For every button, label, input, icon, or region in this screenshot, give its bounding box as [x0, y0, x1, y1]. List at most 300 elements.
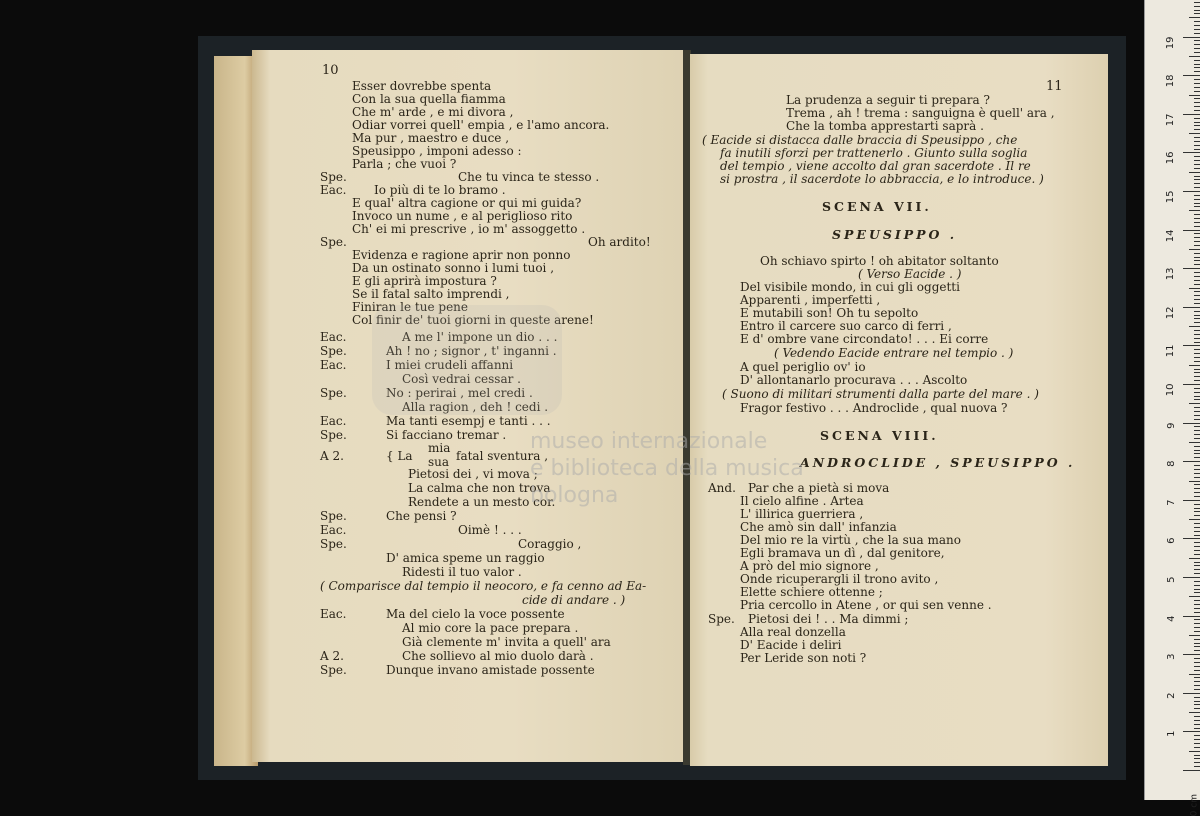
text-line: Spe.	[708, 612, 735, 626]
text-line: Apparenti , imperfetti ,	[740, 293, 881, 307]
ruler-tick	[1194, 666, 1200, 667]
ruler-tick	[1194, 646, 1200, 647]
ruler-unit-label: 0 cm	[1189, 794, 1199, 816]
text-line: si prostra , il sacerdote lo abbraccia, e lo introduce. )	[720, 172, 1044, 186]
text-line: { La	[386, 449, 413, 463]
ruler-tick	[1194, 67, 1200, 68]
text-line: ( Suono di militari strumenti dalla parte del mare . )	[722, 387, 1039, 401]
ruler-tick	[1194, 122, 1200, 123]
text-line: Alla ragion , deh ! cedi .	[402, 400, 549, 414]
text-line: ANDROCLIDE , SPEUSIPPO .	[800, 455, 1076, 470]
ruler-tick	[1194, 137, 1200, 138]
ruler-tick	[1194, 214, 1200, 215]
ruler-number: 12	[1165, 306, 1177, 320]
text-line: Esser dovrebbe spenta	[352, 79, 492, 93]
ruler-tick	[1194, 492, 1200, 493]
ruler-tick	[1183, 114, 1200, 115]
text-line: Già clemente m' invita a quell' ara	[402, 635, 611, 649]
text-line: Trema , ah ! trema : sanguigna è quell' ara ,	[786, 106, 1055, 120]
ruler-tick	[1194, 199, 1200, 200]
ruler-tick	[1189, 249, 1200, 250]
ruler-tick	[1189, 481, 1200, 482]
text-line: A 2.	[320, 649, 344, 663]
ruler-tick	[1194, 311, 1200, 312]
ruler-tick	[1194, 29, 1200, 30]
text-line: Pria cercollo in Atene , or qui sen venne .	[740, 598, 992, 612]
ruler-tick	[1194, 469, 1200, 470]
text-line: Eac.	[320, 330, 347, 344]
text-line: SPEUSIPPO .	[832, 227, 958, 242]
ruler-tick	[1189, 210, 1200, 211]
ruler-tick	[1189, 712, 1200, 713]
ruler-tick	[1194, 299, 1200, 300]
ruler-number: 11	[1165, 344, 1177, 358]
text-line: mia	[428, 441, 451, 455]
text-line: A quel periglio ov' io	[740, 360, 866, 374]
ruler-tick	[1189, 519, 1200, 520]
ruler-tick	[1194, 357, 1200, 358]
ruler-tick	[1183, 268, 1200, 269]
ruler-tick	[1194, 87, 1200, 88]
ruler-tick	[1183, 770, 1200, 771]
ruler-tick	[1194, 612, 1200, 613]
ruler-tick	[1194, 677, 1200, 678]
ruler-tick	[1189, 288, 1200, 289]
text-line: Spe.	[320, 537, 347, 551]
text-line: A 2.	[320, 449, 344, 463]
ruler-tick	[1194, 176, 1200, 177]
text-line: Entro il carcere suo carco di ferri ,	[740, 319, 952, 333]
text-line: Che tu vinca te stesso .	[458, 170, 600, 184]
text-line: Rendete a un mesto cor.	[408, 495, 556, 509]
text-line: Elette schiere ottenne ;	[740, 585, 883, 599]
ruler-tick	[1194, 60, 1200, 61]
text-line: del tempio , viene accolto dal gran sacerdote . Il re	[720, 159, 1031, 173]
ruler-tick	[1194, 758, 1200, 759]
ruler-tick	[1194, 716, 1200, 717]
ruler-tick	[1194, 477, 1200, 478]
text-line: D' amica speme un raggio	[386, 551, 545, 565]
ruler-tick	[1194, 662, 1200, 663]
ruler-tick	[1183, 577, 1200, 578]
text-line: Oh ardito!	[588, 235, 651, 249]
text-line: D' Eacide i deliri	[740, 638, 842, 652]
text-line: Eac.	[320, 183, 347, 197]
ruler-tick	[1183, 75, 1200, 76]
ruler-tick	[1183, 616, 1200, 617]
ruler-tick	[1194, 697, 1200, 698]
text-line: Odiar vorrei quell' empia , e l'amo ancora.	[352, 118, 610, 132]
text-line: Spe.	[320, 170, 347, 184]
text-line: Egli bramava un dì , dal genitore,	[740, 546, 945, 560]
page-number: 10	[322, 63, 339, 78]
ruler-tick	[1194, 643, 1200, 644]
watermark-line: museo internazionale	[530, 429, 768, 454]
ruler-tick	[1194, 156, 1200, 157]
ruler-tick	[1194, 608, 1200, 609]
text-line: cide di andare . )	[522, 593, 626, 607]
ruler-tick	[1194, 322, 1200, 323]
ruler-tick	[1189, 172, 1200, 173]
text-line: ( Verso Eacide . )	[858, 267, 962, 281]
text-line: Ma pur , maestro e duce ,	[352, 131, 510, 145]
ruler-tick	[1194, 527, 1200, 528]
text-line: A me l' impone un dio . . .	[402, 330, 558, 344]
ruler-tick	[1194, 25, 1200, 26]
ruler-tick	[1183, 693, 1200, 694]
ruler-tick	[1194, 508, 1200, 509]
text-line: I miei crudeli affanni	[386, 358, 514, 372]
ruler-tick	[1194, 639, 1200, 640]
ruler-tick	[1194, 226, 1200, 227]
ruler-tick	[1194, 222, 1200, 223]
text-line: ( Eacide si distacca dalle braccia di Speusippo , che	[702, 133, 1018, 147]
ruler-tick	[1194, 272, 1200, 273]
ruler-tick	[1194, 264, 1200, 265]
ruler-tick	[1194, 118, 1200, 119]
ruler-tick	[1194, 241, 1200, 242]
ruler-tick	[1194, 98, 1200, 99]
ruler-tick	[1194, 33, 1200, 34]
ruler-tick	[1194, 762, 1200, 763]
ruler-tick	[1194, 446, 1200, 447]
ruler-tick	[1194, 160, 1200, 161]
ruler-tick	[1194, 569, 1200, 570]
ruler-tick	[1194, 125, 1200, 126]
text-line: Ma del cielo la voce possente	[386, 607, 565, 621]
ruler-tick	[1189, 326, 1200, 327]
ruler-tick	[1194, 434, 1200, 435]
ruler-tick	[1189, 751, 1200, 752]
ruler-tick	[1194, 755, 1200, 756]
ruler-number: 15	[1165, 190, 1177, 204]
ruler-number: 9	[1165, 422, 1177, 429]
ruler-number: 17	[1165, 113, 1177, 127]
ruler-tick	[1194, 504, 1200, 505]
ruler-tick	[1189, 17, 1200, 18]
ruler-tick	[1183, 654, 1200, 655]
ruler-tick	[1194, 411, 1200, 412]
ruler-tick	[1194, 670, 1200, 671]
ruler-tick	[1194, 735, 1200, 736]
ruler-tick	[1194, 295, 1200, 296]
ruler-tick	[1194, 91, 1200, 92]
ruler-tick	[1194, 681, 1200, 682]
ruler-tick	[1183, 345, 1200, 346]
ruler-number: 5	[1165, 576, 1177, 583]
text-line: Alla real donzella	[740, 625, 846, 639]
ruler-tick	[1194, 233, 1200, 234]
text-line: ( Comparisce dal tempio il neocoro, e fa cenno ad Ea-	[320, 579, 647, 593]
ruler-number: 14	[1165, 229, 1177, 242]
ruler-tick	[1194, 496, 1200, 497]
ruler-tick	[1194, 511, 1200, 512]
text-line: E qual' altra cagione or qui mi guida?	[352, 196, 582, 210]
ruler-tick	[1189, 56, 1200, 57]
ruler-tick	[1194, 388, 1200, 389]
ruler-tick	[1194, 21, 1200, 22]
ruler-tick	[1194, 438, 1200, 439]
ruler-tick	[1194, 573, 1200, 574]
text-line: Col finir de' tuoi giorni in queste arene!	[352, 313, 594, 327]
ruler-tick	[1194, 704, 1200, 705]
text-line: La calma che non trova	[408, 481, 551, 495]
measurement-ruler	[1144, 0, 1200, 816]
text-line: No : perirai , mel credi .	[386, 386, 533, 400]
ruler-tick	[1194, 589, 1200, 590]
text-line: Oimè ! . . .	[458, 523, 522, 537]
ruler-tick	[1194, 426, 1200, 427]
ruler-tick	[1194, 318, 1200, 319]
text-line: E gli aprirà impostura ?	[352, 274, 497, 288]
ruler-tick	[1194, 353, 1200, 354]
page-number: 11	[1046, 79, 1063, 94]
ruler-tick	[1194, 619, 1200, 620]
ruler-tick	[1194, 465, 1200, 466]
ruler-tick	[1194, 102, 1200, 103]
ruler-tick	[1194, 349, 1200, 350]
watermark-line: e biblioteca della musica	[530, 456, 804, 481]
ruler-tick	[1194, 195, 1200, 196]
ruler-tick	[1194, 6, 1200, 7]
ruler-number: 2	[1165, 692, 1177, 699]
ruler-number: 3	[1165, 653, 1177, 661]
text-line: Pietosi dei , vi mova ;	[408, 467, 538, 481]
ruler-number: 13	[1165, 267, 1177, 281]
ruler-tick	[1194, 40, 1200, 41]
text-line: Spe.	[320, 428, 347, 442]
ruler-tick	[1189, 95, 1200, 96]
text-line: Onde ricuperargli il trono avito ,	[740, 572, 939, 586]
text-line: Che sollievo al mio duolo darà .	[402, 649, 594, 663]
ruler-tick	[1194, 10, 1200, 11]
watermark-line: bologna	[530, 483, 619, 508]
ruler-tick	[1194, 376, 1200, 377]
ruler-tick	[1194, 585, 1200, 586]
ruler-tick	[1194, 203, 1200, 204]
ruler-tick	[1194, 315, 1200, 316]
ruler-tick	[1183, 384, 1200, 385]
ruler-number: 7	[1165, 499, 1177, 506]
text-line: sua	[428, 455, 450, 469]
ruler-tick	[1189, 403, 1200, 404]
ruler-tick	[1194, 2, 1200, 3]
ruler-tick	[1194, 542, 1200, 543]
text-line: Fragor festivo . . . Androclide , qual nuova ?	[740, 401, 1008, 415]
ruler-tick	[1194, 361, 1200, 362]
text-line: Parla ; che vuoi ?	[352, 157, 457, 171]
text-line: Il cielo alfine . Artea	[740, 494, 864, 508]
text-line: E d' ombre vane circondato! . . . Ei corre	[740, 332, 989, 346]
ruler-tick	[1194, 562, 1200, 563]
ruler-tick	[1194, 523, 1200, 524]
ruler-tick	[1194, 739, 1200, 740]
ruler-tick	[1189, 365, 1200, 366]
ruler-tick	[1183, 230, 1200, 231]
ruler-tick	[1183, 37, 1200, 38]
ruler-tick	[1194, 399, 1200, 400]
text-line: Al mio core la pace prepara .	[402, 621, 579, 635]
ruler-tick	[1194, 747, 1200, 748]
ruler-tick	[1194, 179, 1200, 180]
ruler-tick	[1194, 592, 1200, 593]
ruler-tick	[1194, 604, 1200, 605]
ruler-tick	[1194, 623, 1200, 624]
ruler-tick	[1194, 650, 1200, 651]
ruler-tick	[1194, 724, 1200, 725]
ruler-tick	[1189, 133, 1200, 134]
text-line: E mutabili son! Oh tu sepolto	[740, 306, 919, 320]
text-line: Così vedrai cessar .	[402, 372, 521, 386]
ruler-tick	[1194, 631, 1200, 632]
ruler-number: 8	[1165, 460, 1177, 468]
ruler-tick	[1183, 461, 1200, 462]
ruler-tick	[1194, 164, 1200, 165]
ruler-tick	[1183, 191, 1200, 192]
ruler-tick	[1194, 473, 1200, 474]
ruler-number: 19	[1165, 36, 1177, 49]
ruler-tick	[1189, 442, 1200, 443]
text-line: Che la tomba apprestarti saprà .	[786, 119, 984, 133]
text-line: Eac.	[320, 414, 347, 428]
ruler-tick	[1194, 392, 1200, 393]
ruler-tick	[1194, 515, 1200, 516]
text-line: Spe.	[320, 344, 347, 358]
ruler-tick	[1194, 218, 1200, 219]
ruler-tick	[1194, 206, 1200, 207]
ruler-tick	[1194, 106, 1200, 107]
ruler-tick	[1194, 720, 1200, 721]
ruler-tick	[1189, 558, 1200, 559]
ruler-tick	[1194, 396, 1200, 397]
ruler-tick	[1194, 44, 1200, 45]
text-line: Ch' ei mi prescrive , io m' assoggetto .	[352, 222, 586, 236]
text-line: Spe.	[320, 235, 347, 249]
text-line: Invoco un nume , e al periglioso rito	[352, 209, 573, 223]
ruler-tick	[1194, 565, 1200, 566]
ruler-tick	[1194, 581, 1200, 582]
ruler-tick	[1194, 260, 1200, 261]
text-line: Per Leride son noti ?	[740, 651, 867, 665]
ruler-tick	[1194, 419, 1200, 420]
text-line: Pietosi dei ! . . Ma dimmi ;	[748, 612, 909, 626]
ruler-tick	[1194, 64, 1200, 65]
ruler-tick	[1189, 674, 1200, 675]
ruler-tick	[1194, 728, 1200, 729]
ruler-tick	[1194, 245, 1200, 246]
text-line: Ah ! no ; signor , t' inganni .	[386, 344, 557, 358]
text-line: La prudenza a seguir ti prepara ?	[786, 93, 990, 107]
text-line: L' illirica guerriera ,	[740, 507, 864, 521]
ruler-tick	[1194, 658, 1200, 659]
ruler-tick	[1194, 372, 1200, 373]
ruler-tick	[1194, 685, 1200, 686]
ruler-tick	[1194, 276, 1200, 277]
text-line: ( Vedendo Eacide entrare nel tempio . )	[774, 346, 1014, 360]
ruler-tick	[1183, 152, 1200, 153]
text-line: A prò del mio signore ,	[740, 559, 879, 573]
ruler-tick	[1194, 13, 1200, 14]
text-line: And.	[708, 481, 736, 495]
text-line: Eac.	[320, 358, 347, 372]
ruler-tick	[1194, 342, 1200, 343]
ruler-tick	[1194, 253, 1200, 254]
ruler-tick	[1189, 596, 1200, 597]
ruler-tick	[1194, 110, 1200, 111]
ruler-number: 1	[1165, 730, 1177, 738]
text-line: Spe.	[320, 509, 347, 523]
ruler-tick	[1194, 257, 1200, 258]
ruler-tick	[1194, 52, 1200, 53]
right-page	[690, 54, 1108, 766]
text-line: Evidenza e ragione aprir non ponno	[352, 248, 571, 262]
ruler-number: 4	[1165, 615, 1177, 622]
text-line: Del mio re la virtù , che la sua mano	[740, 533, 961, 547]
text-line: Che m' arde , e mi divora ,	[352, 105, 514, 119]
ruler-tick	[1194, 535, 1200, 536]
ruler-tick	[1194, 430, 1200, 431]
ruler-number: 6	[1165, 537, 1177, 545]
ruler-tick	[1189, 635, 1200, 636]
text-line: Ma tanti esempj e tanti . . .	[386, 414, 551, 428]
ruler-tick	[1194, 708, 1200, 709]
text-line: fatal sventura ,	[456, 449, 549, 463]
text-line: D' allontanarlo procurava . . . Ascolto	[740, 373, 968, 387]
text-line: Par che a pietà si mova	[748, 481, 890, 495]
ruler-tick	[1194, 554, 1200, 555]
text-line: Oh schiavo spirto ! oh abitator soltanto	[760, 254, 999, 268]
ruler-tick	[1194, 303, 1200, 304]
text-line: Eac.	[320, 607, 347, 621]
ruler-tick	[1194, 743, 1200, 744]
ruler-tick	[1194, 141, 1200, 142]
ruler-tick	[1194, 149, 1200, 150]
ruler-tick	[1194, 237, 1200, 238]
watermark-logo	[372, 305, 562, 415]
ruler-number: 16	[1165, 151, 1177, 165]
ruler-tick	[1194, 291, 1200, 292]
ruler-tick	[1183, 500, 1200, 501]
ruler-tick	[1194, 168, 1200, 169]
ruler-number: 10	[1165, 383, 1177, 397]
text-line: fa inutili sforzi per trattenerlo . Giunto sulla soglia	[720, 146, 1028, 160]
text-line: Eac.	[320, 523, 347, 537]
text-line: Spe.	[320, 386, 347, 400]
text-line: Io più di te lo bramo .	[374, 183, 506, 197]
ruler-tick	[1194, 280, 1200, 281]
text-line: Dunque invano amistade possente	[386, 663, 595, 677]
text-line: Da un ostinato sonno i lumi tuoi ,	[352, 261, 555, 275]
ruler-tick	[1194, 334, 1200, 335]
ruler-tick	[1194, 450, 1200, 451]
text-line: Ridesti il tuo valor .	[402, 565, 522, 579]
ruler-number: 18	[1165, 74, 1177, 88]
ruler-tick	[1194, 48, 1200, 49]
ruler-tick	[1194, 546, 1200, 547]
text-line: Che amò sin dall' infanzia	[740, 520, 897, 534]
text-line: Finiran le tue pene	[352, 300, 468, 314]
ruler-tick	[1194, 689, 1200, 690]
watermark	[530, 428, 804, 509]
ruler-tick	[1194, 484, 1200, 485]
ruler-tick	[1194, 187, 1200, 188]
text-line: Speusippo , imponi adesso :	[352, 144, 522, 158]
ruler-tick	[1194, 600, 1200, 601]
text-line: Con la sua quella fiamma	[352, 92, 506, 106]
ruler-tick	[1194, 79, 1200, 80]
text-line: Coraggio ,	[518, 537, 582, 551]
ruler-tick	[1194, 457, 1200, 458]
